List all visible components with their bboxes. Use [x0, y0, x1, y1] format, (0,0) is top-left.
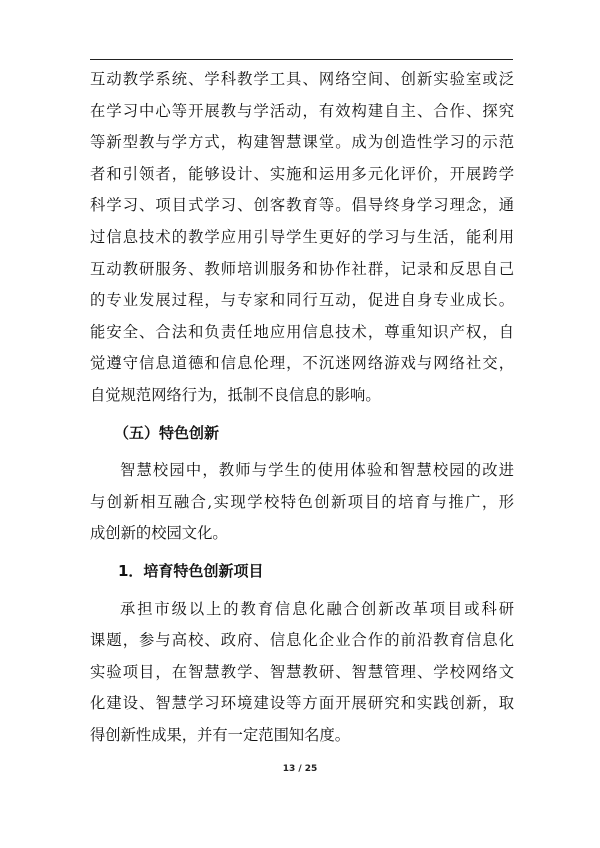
text-line: 承担市级以上的教育信息化融合创新改革项目或科研 [120, 599, 514, 618]
text-line: 课题，参与高校、政府、信息化企业合作的前沿教育信息化 [90, 631, 514, 650]
text-line: 成创新的校园文化。 [90, 524, 228, 543]
page-number: 13 / 25 [282, 764, 318, 774]
text-line: 与创新相互融合,实现学校特色创新项目的培育与推广，形 [90, 492, 514, 511]
text-line: 实验项目，在智慧教学、智慧教研、智慧管理、学校网络文 [90, 662, 514, 681]
document-body [90, 64, 514, 751]
paragraph-smart-campus [90, 455, 514, 550]
text-line: 互动教研服务、教师培训服务和协作社群，记录和反思自己 [90, 259, 514, 278]
paragraph-teacher-competence [90, 64, 514, 412]
section-heading-special-innovation: （五）特色创新 [114, 423, 220, 442]
text-line: 过信息技术的教学应用引导学生更好的学习与生活，能利用 [90, 227, 514, 246]
text-line: 得创新性成果，并有一定范围知名度。 [90, 725, 351, 744]
text-line: 的专业发展过程，与专家和同行互动，促进自身专业成长。 [90, 291, 514, 310]
header-rule [90, 59, 513, 60]
text-line: 觉遵守信息道德和信息伦理，不沉迷网络游戏与网络社交， [90, 354, 514, 373]
paragraph-innovation-projects [90, 594, 514, 752]
text-line: 智慧校园中，教师与学生的使用体验和智慧校园的改进 [120, 461, 514, 480]
subsection-heading-cultivate-projects: 1．培育特色创新项目 [118, 561, 264, 580]
text-line: 科学习、项目式学习、创客教育等。倡导终身学习理念，通 [90, 196, 514, 215]
text-line: 化建设、智慧学习环境建设等方面开展研究和实践创新，取 [90, 694, 514, 713]
text-line: 能安全、合法和负责任地应用信息技术，尊重知识产权，自 [90, 322, 514, 341]
text-line: 在学习中心等开展教与学活动，有效构建自主、合作、探究 [90, 101, 514, 120]
text-line: 等新型教与学方式，构建智慧课堂。成为创造性学习的示范 [90, 133, 514, 152]
text-line: 自觉规范网络行为，抵制不良信息的影响。 [90, 385, 381, 404]
text-line: 者和引领者，能够设计、实施和运用多元化评价，开展跨学 [90, 164, 514, 183]
text-line: 互动教学系统、学科教学工具、网络空间、创新实验室或泛 [90, 70, 514, 88]
